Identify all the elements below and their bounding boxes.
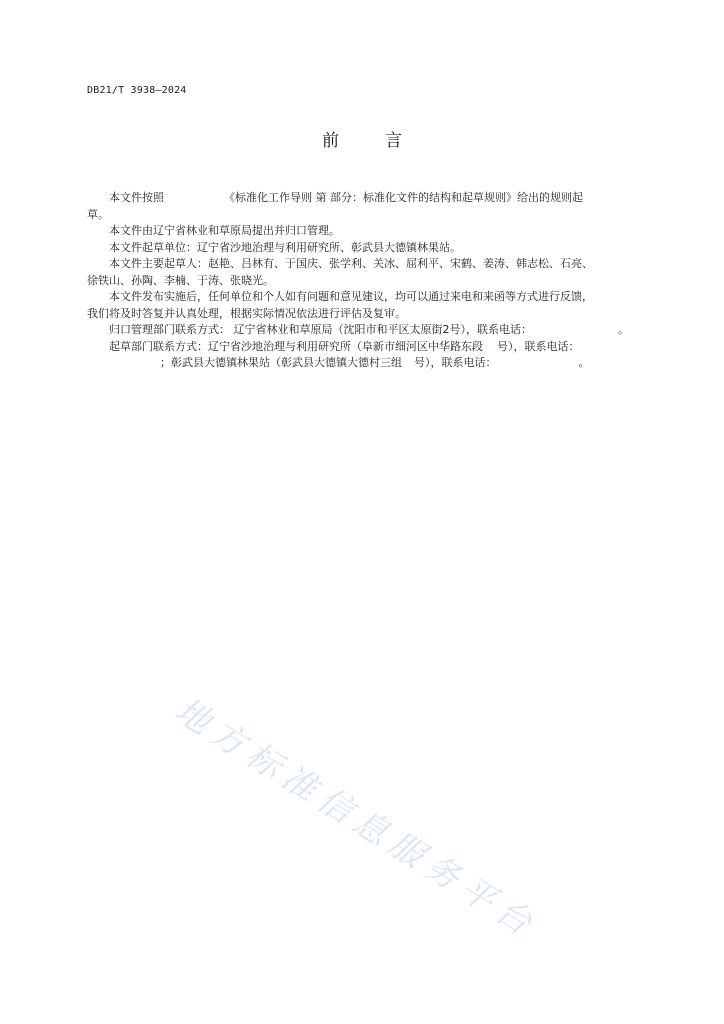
title-char-1: 前 [322, 131, 339, 151]
title-char-2: 言 [385, 131, 402, 151]
paragraph-5-line-1: 本文件发布实施后，任何单位和个人如有问题和意见建议，均可以通过来电和来函等方式进行反馈， [109, 290, 593, 303]
paragraph-4-line-1: 本文件主要起草人：赵艳、吕林有、于国庆、张学利、关冰、屈利平、宋鹤、姜涛、韩志松、石亮、 [109, 257, 593, 270]
paragraph-7-line-1: 起草部门联系方式：辽宁省沙地治理与利用研究所（阜新市细河区中华路东段 号），联系电话： [109, 339, 580, 353]
document-code: DB21/T 3938—2024 [87, 85, 187, 96]
paragraph-1-line-1: 本文件按照 《标准化工作导则 第 部分：标准化文件的结构和起草规则》给出的规则起 [109, 191, 583, 204]
foreword-body [87, 190, 677, 372]
paragraph-2: 本文件由辽宁省林业和草原局提出并归口管理。 [109, 224, 340, 237]
paragraph-6: 归口管理部门联系方式： 辽宁省林业和草原局（沈阳市和平区太原街2号），联系电话： 。 [109, 323, 629, 336]
paragraph-5-line-2: 我们将及时答复并认真处理，根据实际情况依法进行评估及复审。 [87, 306, 406, 320]
paragraph-4-line-2: 徐铁山、孙陶、李楠、于涛、张晓光。 [87, 273, 274, 287]
page-title [0, 126, 724, 151]
paragraph-3: 本文件起草单位：辽宁省沙地治理与利用研究所、彰武县大德镇林果站。 [109, 240, 461, 254]
watermark: 地方标准信息服务平台 [167, 690, 545, 947]
paragraph-7-line-2: ；彰武县大德镇林果站（彰武县大德镇大德村三组 号），联系电话： 。 [160, 356, 590, 369]
paragraph-1-line-2: 草。 [87, 207, 109, 221]
